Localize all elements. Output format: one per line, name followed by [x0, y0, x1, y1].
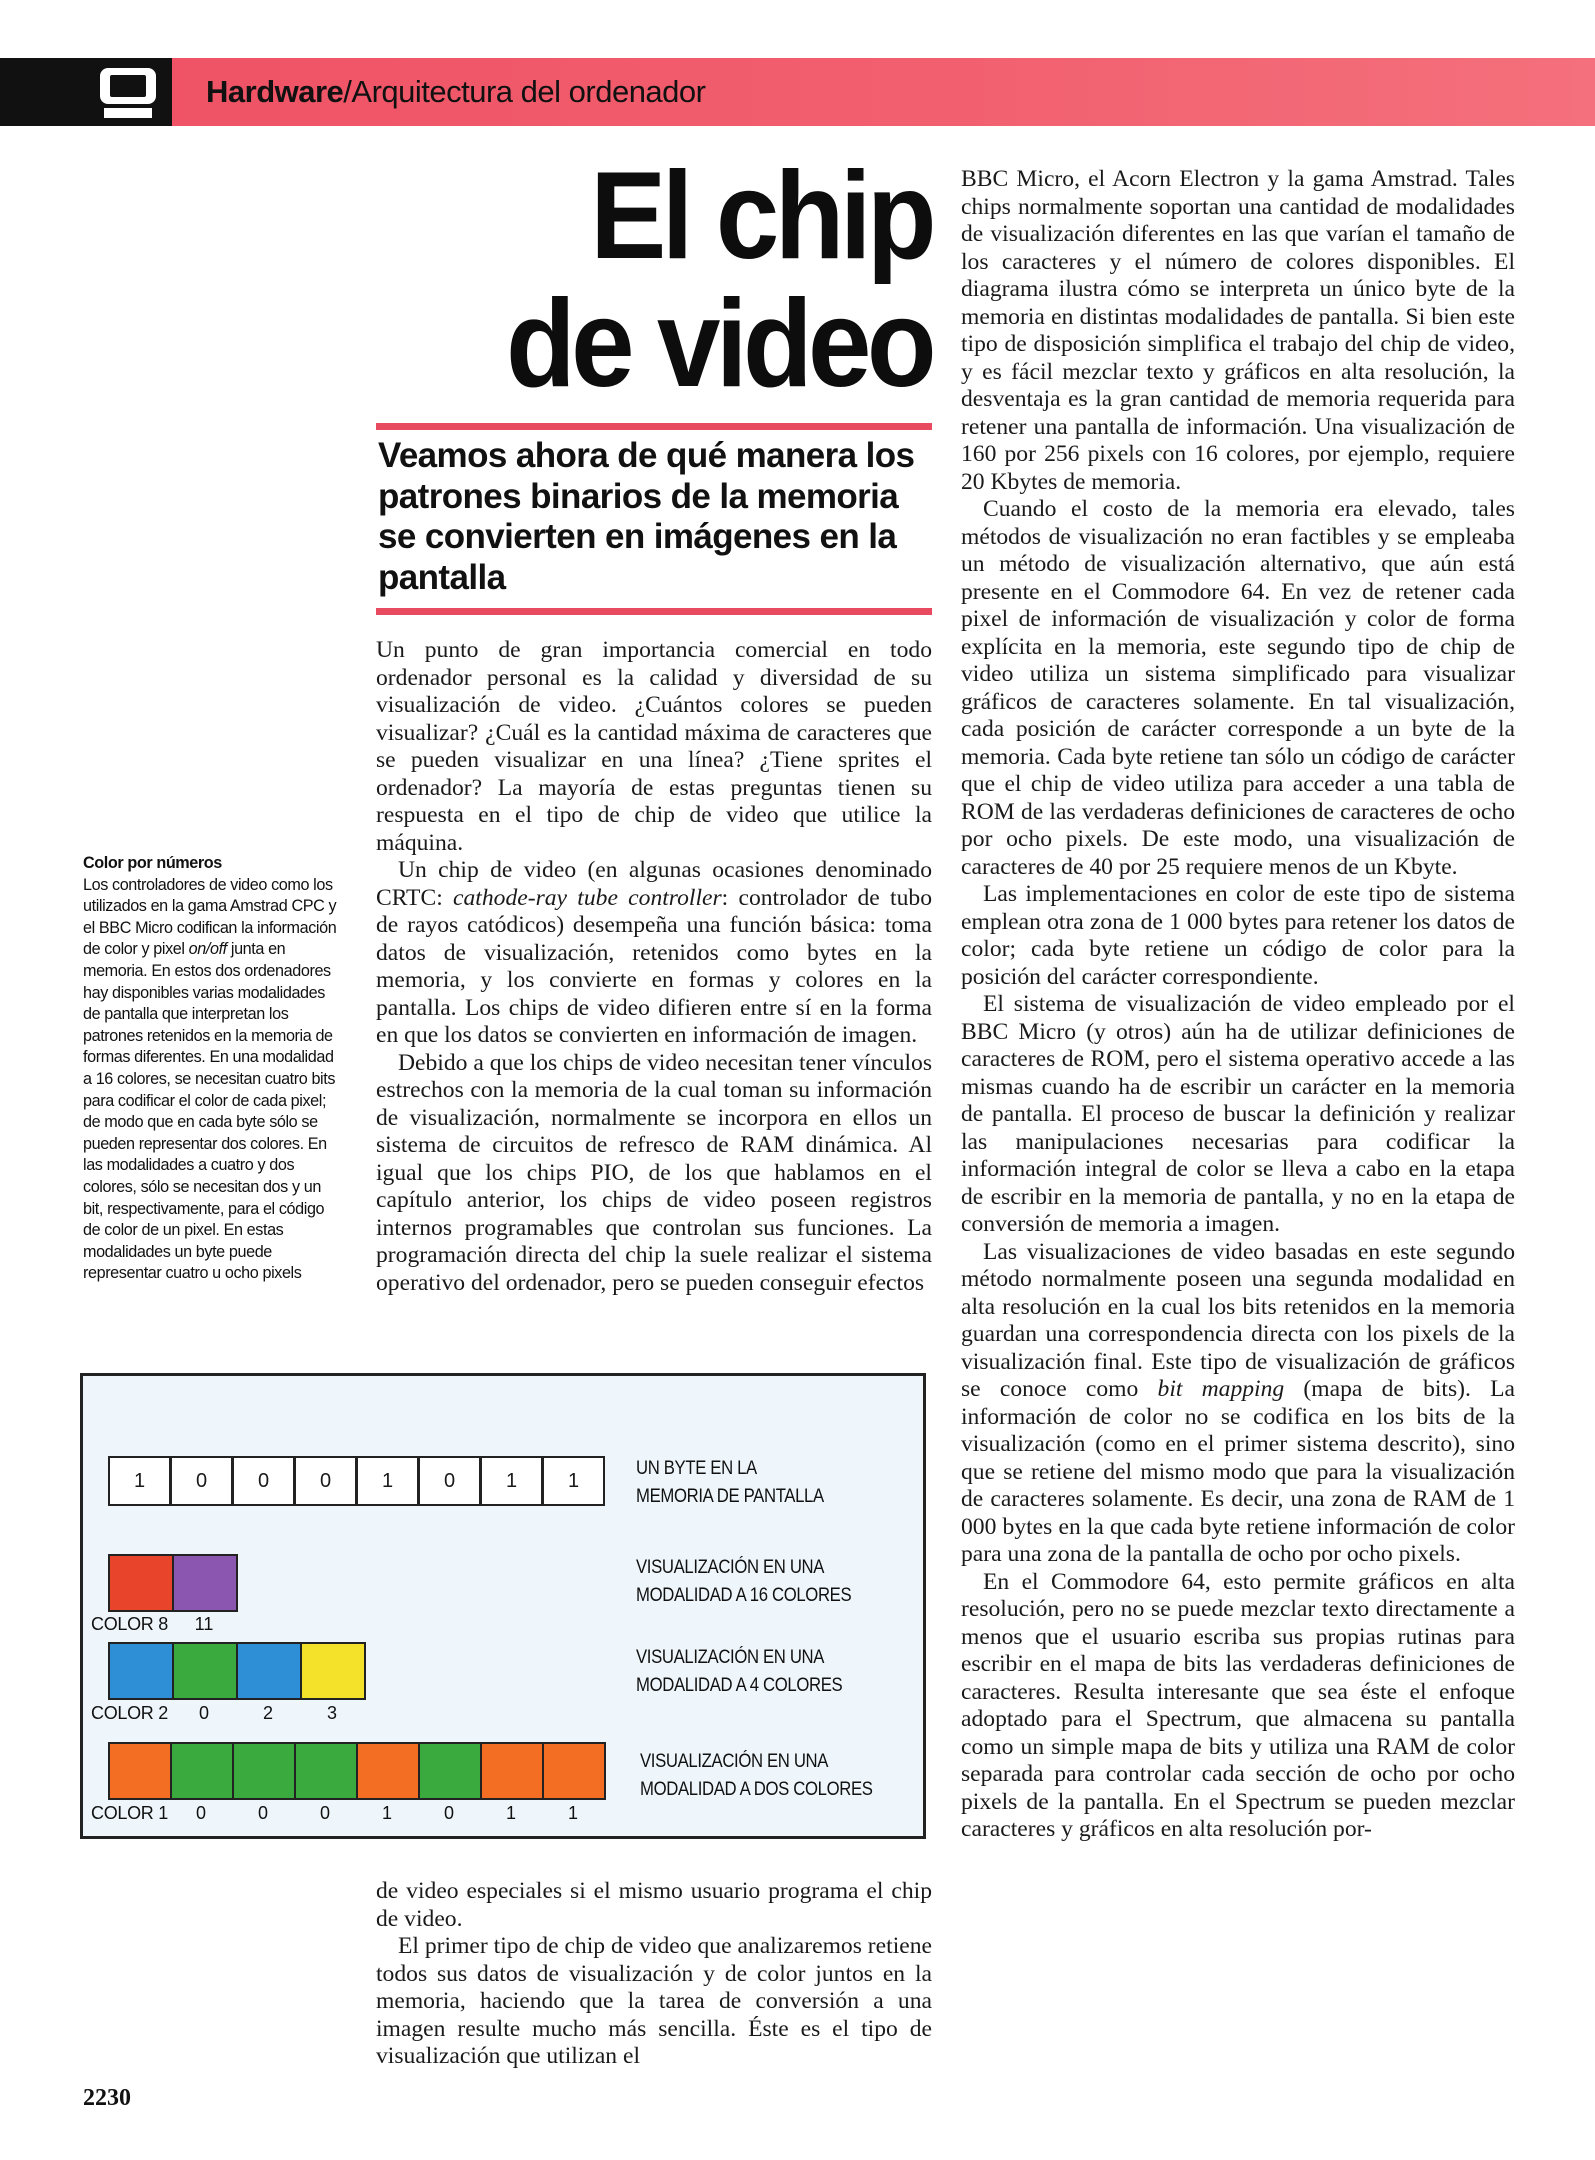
- mode-2-color-swatch: [480, 1742, 544, 1800]
- mode-2-label-line-2: MODALIDAD A DOS COLORES: [640, 1779, 873, 1800]
- mode-2-color-swatch: [108, 1742, 172, 1800]
- mode-2-color-code: 0: [257, 1803, 268, 1823]
- mode-16-label-line-2: MODALIDAD A 16 COLORES: [636, 1585, 852, 1606]
- paragraph: BBC Micro, el Acorn Electron y la gama Amstrad. Tales chips normalmente soportan una cantidad de modalidades de visualización diferentes en las que varían el tamaño de los caracteres y el número de colores disponibles. El diagrama ilustra cómo se interpreta un único byte de la memoria en distintas modalidades de pantalla. Si bien este tipo de disposición simplifica el trabajo del chip de video, y es fácil mezclar texto y gráficos en alta resolución, la desventaja es la gran cantidad de memoria requerida para retener una pantalla de información. Una visualización de 160 por 256 pixels con 16 colores, por ejemplo, requiere 20 Kbytes de memoria.: [961, 166, 1515, 495]
- bit-cell: 1: [356, 1456, 419, 1506]
- crtc-text: Un chip de video (en algunas ocasiones denominado CRTC: cathode-ray tube controller: controlador de tubo de rayos catódicos) desempeña una función básica: toma datos de visualización, retenidos como bytes en la memoria, y los convierte en formas y colores en la pantalla. Los chips de video difieren entre sí en la forma en que los datos se convierten en información de imagen.: [376, 857, 932, 1048]
- mode-2-color-code: 1: [381, 1803, 392, 1823]
- computer-icon: [96, 66, 160, 122]
- mode-16-color-swatch: [172, 1554, 238, 1612]
- paragraph: El primer tipo de chip de video que analizaremos retiene todos sus datos de visualización y de color juntos en la memoria, haciendo que la tarea de conversión a una imagen resulte mucho más sencilla. Éste es el tipo de visualización que utilizan el: [376, 1933, 932, 2069]
- paragraph: El sistema de visualización de video empleado por el BBC Micro (y otros) aún ha de utilizar definiciones de caracteres de ROM, pero el sistema operativo accede a las mismas cuando ha de escribir un carácter en la memoria de pantalla. El proceso de buscar la definición y realizar las manipulaciones necesarias para codificar la información integral de color se lleva a cabo en la etapa de escribir en la memoria de pantalla, y no en la etapa de conversión de memoria a imagen.: [961, 991, 1515, 1237]
- paragraph: de video especiales si el mismo usuario programa el chip de video.: [376, 1878, 932, 1932]
- mode-16-color-swatch: [108, 1554, 174, 1612]
- italic-term: cathode-ray tube controller: [453, 884, 722, 911]
- mode-4-color-code: 0: [198, 1703, 209, 1723]
- mode-4-color-swatch: [300, 1642, 366, 1700]
- mode-16-color-word: COLOR 8: [91, 1614, 168, 1634]
- article-title: [424, 147, 932, 413]
- right-column: [961, 166, 1515, 1844]
- mode-2-color-word: COLOR 1: [91, 1803, 168, 1823]
- title-line-2: de video: [506, 275, 932, 413]
- mode-2-color-code: 0: [319, 1803, 330, 1823]
- byte-label: [636, 1455, 824, 1511]
- mode-2-color-swatch: [294, 1742, 358, 1800]
- italic-term: on/off: [188, 940, 227, 959]
- article-subtitle: Veamos ahora de qué manera los patrones binarios de la memoria se convierten en imágenes en la pantalla: [378, 436, 915, 597]
- section-header-rest: /Arquitectura del ordenador: [343, 74, 706, 109]
- mode-4-color-swatch: [108, 1642, 174, 1700]
- mode-2-color-code: 1: [567, 1803, 578, 1823]
- mode-16-color-code: 11: [194, 1614, 214, 1634]
- paragraph-bit-mapping: [961, 1239, 1515, 1569]
- paragraph: Las implementaciones en color de este tipo de sistema emplean otra zona de 1 000 bytes para retener los datos de color; cada byte retiene un código de color para la posición del carácter correspondiente.: [961, 881, 1515, 990]
- byte-label-line-1: UN BYTE EN LA: [636, 1458, 757, 1479]
- section-header-bold: Hardware: [206, 74, 344, 109]
- mode-16-label: [636, 1554, 851, 1610]
- paragraph: Debido a que los chips de video necesitan tener vínculos estrechos con la memoria de la cual toman su información de visualización, normalmente se incorpora en ellos un sistema de circuitos de refresco de RAM dinámica. Al igual que los chips PIO, de los que hablamos en el capítulo anterior, los chips de video poseen registros internos programables que controlan sus funciones. La programación directa del chip la suele realizar el sistema operativo del ordenador, pero se pueden conseguir efectos: [376, 1049, 932, 1296]
- sidenote-body: Los controladores de video como los utilizados en la gama Amstrad CPC y el BBC Micro codifican la información de color y pixel on/off junta en memoria. En estos dos ordenadores hay disponibles varias modalidades de pantalla que interpretan los patrones retenidos en la memoria de formas diferentes. En una modalidad a 16 colores, se necesitan cuatro bits para codificar el color de cada pixel; de modo que en cada byte sólo se pueden representar dos colores. En las modalidades a cuatro y dos colores, sólo se necesitan dos y un bit, respectivamente, para el código de color de un pixel. En estas modalidades un byte puede representar cuatro u ocho pixels: [83, 875, 337, 1283]
- subtitle-rule-top: [376, 423, 932, 430]
- mode-4-color-swatch: [172, 1642, 238, 1700]
- mode-2-color-swatch: [232, 1742, 296, 1800]
- mode-4-label: [636, 1644, 842, 1700]
- middle-column-top: [376, 637, 932, 1297]
- mode-16-label-line-1: VISUALIZACIÓN EN UNA: [636, 1557, 825, 1578]
- color-mode-diagram: [80, 1373, 926, 1839]
- mode-2-color-swatch: [418, 1742, 482, 1800]
- mode-4-color-code: 3: [326, 1703, 337, 1723]
- paragraph: Un punto de gran importancia comercial en todo ordenador personal es la calidad y diversidad de su visualización de video. ¿Cuántos colores se pueden visualizar? ¿Cuál es la cantidad máxima de caracteres que se pueden visualizar en una línea? ¿Tiene sprites el ordenador? La mayoría de estas preguntas tienen su respuesta en el tipo de chip de video que utilice la máquina.: [376, 637, 932, 856]
- mode-2-color-code: 1: [505, 1803, 516, 1823]
- mode-2-color-swatch: [542, 1742, 606, 1800]
- bit-cell: 1: [480, 1456, 543, 1506]
- paragraph-crtc: [376, 857, 932, 1050]
- bit-cell: 0: [418, 1456, 481, 1506]
- italic-term: bit mapping: [1157, 1376, 1285, 1402]
- middle-column-bottom: [376, 1878, 932, 2071]
- paragraph: En el Commodore 64, esto permite gráficos en alta resolución, pero no se puede mezclar texto directamente a menos que el usuario escriba sus propias rutinas para escribir en el mapa de bits las verdaderas definiciones de caracteres. Resulta interesante que sea éste el enfoque adoptado para el Spectrum, que almacena su pantalla como un simple mapa de bits y utiliza una RAM de color separada para controlar cada sección de ocho por ocho pixels de la pantalla. En el Spectrum se pueden mezclar caracteres y gráficos en alta resolución por-: [961, 1568, 1515, 1842]
- bit-cell: 1: [542, 1456, 605, 1506]
- page-number: 2230: [83, 2085, 131, 2111]
- section-header: [206, 74, 705, 110]
- mode-2-color-swatch: [356, 1742, 420, 1800]
- mode-2-color-code: 0: [443, 1803, 454, 1823]
- bit-cell: 0: [170, 1456, 233, 1506]
- sidenote-title: Color por números: [83, 854, 222, 872]
- mode-2-color-swatch: [170, 1742, 234, 1800]
- mode-2-label: [640, 1748, 873, 1804]
- title-line-1: El chip: [590, 147, 932, 285]
- mode-4-label-line-2: MODALIDAD A 4 COLORES: [636, 1675, 843, 1696]
- mode-4-color-swatch: [236, 1642, 302, 1700]
- mode-4-label-line-1: VISUALIZACIÓN EN UNA: [636, 1647, 825, 1668]
- mode-2-color-code: 0: [195, 1803, 206, 1823]
- mode-4-color-word: COLOR 2: [91, 1703, 168, 1723]
- mode-4-color-code: 2: [262, 1703, 273, 1723]
- sidenote: [83, 853, 343, 1285]
- mode-2-label-line-1: VISUALIZACIÓN EN UNA: [640, 1751, 829, 1772]
- paragraph: Cuando el costo de la memoria era elevado, tales métodos de visualización no eran factibles y se empleaba un método de visualización alternativo, que aún está presente en el Commodore 64. En vez de retener cada pixel de información de visualización y color de forma explícita en la memoria, este segundo tipo de chip de video utiliza un sistema simplificado para visualizar gráficos de caracteres solamente. En tal visualización, cada posición de carácter corresponde a un byte de la memoria. Cada byte retiene tan sólo un código de carácter que el chip de video utiliza para acceder a una tabla de ROM de las verdaderas definiciones de caracteres de ocho por ocho pixels. De este modo, una visualización de caracteres de 40 por 25 requiere menos de un Kbyte.: [961, 496, 1515, 880]
- subtitle-rule-bottom: [376, 608, 932, 615]
- bit-cell: 0: [294, 1456, 357, 1506]
- bit-cell: 0: [232, 1456, 295, 1506]
- bitmap-text: Las visualizaciones de video basadas en este segundo método normalmente poseen una segunda modalidad en alta resolución en la cual los bits retenidos en la memoria guardan una correspondencia directa con los pixels de la visualización final. Este tipo de visualización de gráficos se conoce como bit mapping (mapa de bits). La información de color no se codifica en los bits de la visualización (como en el primer sistema descrito), sino que se retiene del mismo modo que para la visualización de caracteres solamente. Es decir, una zona de RAM de 1 000 bytes en la que cada byte retiene información de color para una zona de la pantalla de ocho por ocho pixels.: [961, 1238, 1516, 1567]
- byte-label-line-2: MEMORIA DE PANTALLA: [636, 1486, 824, 1507]
- bit-cell: 1: [108, 1456, 171, 1506]
